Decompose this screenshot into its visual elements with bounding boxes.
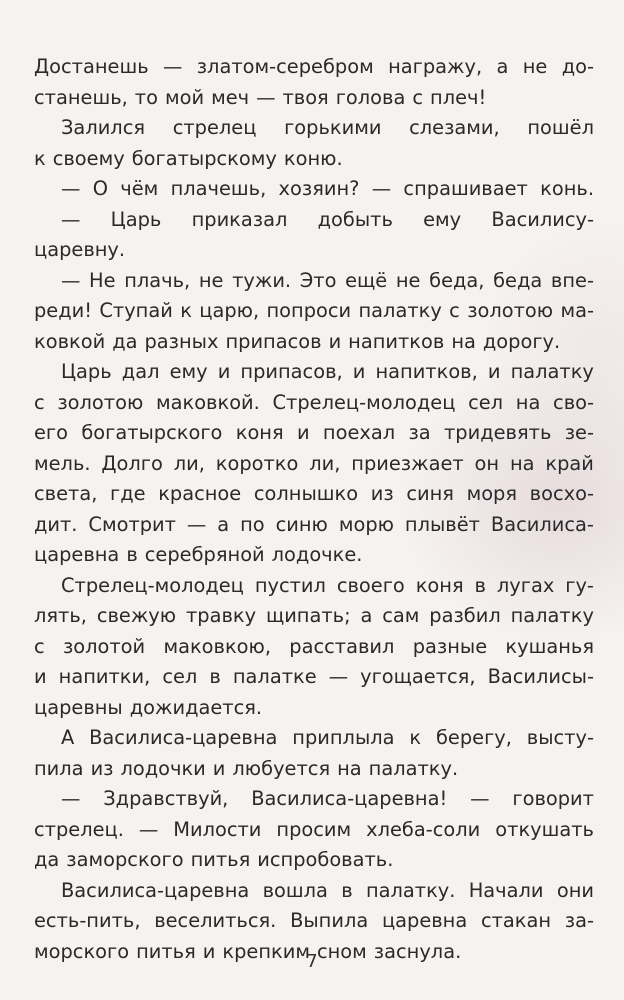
- word: беда,: [429, 268, 485, 292]
- word: он: [474, 451, 500, 475]
- word: золотой: [62, 634, 146, 658]
- word: лодочки: [120, 756, 206, 780]
- word: к: [409, 726, 422, 749]
- word: —: [61, 268, 81, 292]
- word: Залился: [61, 116, 146, 139]
- word: разные: [412, 634, 488, 658]
- word: Стрелец-молодец: [272, 390, 456, 414]
- word: богатырскому: [131, 146, 277, 170]
- word: не: [522, 55, 548, 78]
- word: попроси: [266, 299, 352, 322]
- word: коня: [415, 573, 464, 597]
- text-line: [34, 235, 594, 266]
- word: палатку: [510, 360, 594, 383]
- word: расставил: [289, 634, 395, 658]
- word: А: [61, 726, 75, 749]
- word: палатке: [232, 665, 317, 688]
- word: коню.: [283, 146, 343, 170]
- word: —: [371, 177, 392, 200]
- word: —: [256, 85, 276, 109]
- word: а: [360, 604, 373, 627]
- word: Это: [299, 268, 337, 292]
- word: реди!: [34, 299, 93, 322]
- word: золотою: [57, 390, 144, 414]
- word: плеч!: [430, 85, 487, 109]
- text-line: [34, 784, 594, 815]
- word: плывёт: [404, 512, 480, 536]
- word: откушать: [495, 817, 594, 841]
- word: гу-: [565, 573, 594, 597]
- word: свежую: [96, 604, 177, 627]
- word: царевна: [34, 543, 120, 566]
- word: тридевять: [444, 421, 552, 444]
- word: просим: [276, 817, 352, 841]
- word: хозяин?: [278, 177, 360, 200]
- word: где: [110, 482, 146, 505]
- word: станешь,: [34, 85, 128, 109]
- word: награжу,: [388, 55, 483, 78]
- word: ли,: [309, 451, 341, 475]
- word: добыть: [317, 207, 393, 231]
- text-line: [34, 479, 594, 510]
- word: дит.: [34, 512, 78, 536]
- text-line: [34, 52, 594, 83]
- word: моря: [466, 482, 518, 505]
- word: Начали: [468, 878, 544, 902]
- word: напитков,: [375, 360, 478, 383]
- word: впе-: [550, 268, 594, 292]
- word: синя: [406, 482, 454, 505]
- word: палатку: [510, 604, 594, 627]
- word: до-: [561, 55, 594, 78]
- text-line: [34, 83, 594, 114]
- word: не: [395, 268, 421, 292]
- word: Василиса-царевна: [89, 726, 278, 749]
- word: его: [34, 421, 68, 444]
- word: приезжает: [351, 451, 464, 475]
- word: морю: [338, 512, 394, 536]
- word: голова: [335, 85, 406, 109]
- word: Василиса-: [490, 512, 594, 536]
- word: угощается,: [360, 665, 476, 688]
- page-number: 7: [306, 951, 318, 972]
- word: с: [34, 634, 45, 658]
- word: сел: [468, 390, 504, 414]
- word: в: [209, 665, 221, 688]
- word: ма-: [560, 299, 594, 322]
- word: зе-: [564, 421, 594, 444]
- word: лодочке.: [271, 543, 363, 566]
- word: —: [61, 177, 81, 200]
- text-line: [34, 693, 594, 724]
- text-line: [34, 723, 594, 754]
- word: высту-: [526, 726, 594, 749]
- word: вошла: [262, 878, 328, 902]
- text-line: [34, 754, 594, 785]
- word: на: [515, 390, 541, 414]
- word: заснула.: [373, 939, 462, 963]
- word: чём: [120, 177, 159, 200]
- word: —: [186, 512, 207, 536]
- text-line: [34, 540, 594, 571]
- word: лять,: [34, 604, 87, 627]
- word: —: [470, 787, 490, 810]
- word: Царь: [110, 207, 162, 231]
- word: богатырского: [81, 421, 223, 444]
- word: край: [545, 451, 594, 475]
- word: пила: [34, 756, 84, 780]
- text-line: [34, 601, 594, 632]
- word: коня: [235, 421, 284, 444]
- word: мель.: [34, 451, 91, 475]
- word: говорит: [512, 787, 594, 810]
- word: не: [198, 268, 224, 292]
- word: меч: [211, 85, 250, 109]
- word: красное: [158, 482, 242, 505]
- word: сном: [316, 939, 367, 963]
- word: Стрелец-молодец: [61, 573, 244, 597]
- word: горькими: [284, 116, 382, 139]
- word: Достанешь: [34, 55, 149, 78]
- word: конь.: [540, 177, 594, 200]
- text-line: [34, 662, 594, 693]
- word: к: [34, 146, 46, 170]
- word: приказал: [191, 207, 288, 231]
- word: питья: [136, 939, 196, 963]
- word: царевну.: [34, 238, 126, 261]
- text-line: [34, 205, 594, 236]
- word: —: [138, 817, 159, 841]
- word: тужи.: [232, 268, 292, 292]
- text-line: [34, 113, 594, 144]
- word: щипать;: [265, 604, 351, 627]
- word: ещё: [345, 268, 388, 292]
- word: к: [180, 299, 192, 322]
- text-line: [34, 906, 594, 937]
- word: дал: [121, 360, 160, 383]
- word: сво-: [553, 390, 594, 414]
- text-line: [34, 266, 594, 297]
- word: и: [487, 360, 501, 383]
- word: плачешь,: [170, 177, 267, 200]
- word: в: [474, 573, 486, 597]
- body-text: [34, 52, 594, 967]
- word: палатку: [358, 299, 442, 322]
- word: стакан: [480, 909, 552, 932]
- word: Василисы-: [487, 665, 594, 688]
- word: любуется: [232, 756, 331, 780]
- word: по: [240, 512, 265, 536]
- text-line: [34, 571, 594, 602]
- word: своего: [336, 573, 405, 597]
- word: коротко: [215, 451, 299, 475]
- word: беда: [493, 268, 543, 292]
- word: своему: [52, 146, 125, 170]
- text-line: [34, 845, 594, 876]
- word: мой: [164, 85, 205, 109]
- word: света,: [34, 482, 98, 505]
- word: синю: [275, 512, 328, 536]
- word: хлеба-соли: [366, 817, 481, 841]
- word: стрелец.: [34, 817, 124, 841]
- word: да: [112, 329, 138, 353]
- word: в: [126, 543, 138, 566]
- word: на: [509, 451, 535, 475]
- word: питья: [190, 848, 251, 871]
- word: напитков: [348, 329, 445, 353]
- word: а: [496, 55, 509, 78]
- word: плачь,: [124, 268, 191, 292]
- word: и: [217, 360, 231, 383]
- text-line: [34, 876, 594, 907]
- word: Ступай: [99, 299, 173, 322]
- word: стрелец: [172, 116, 257, 139]
- word: палатку.: [365, 878, 456, 902]
- word: Милости: [173, 817, 262, 841]
- word: за: [408, 421, 431, 444]
- word: царевна: [381, 909, 468, 932]
- word: поехал: [322, 421, 396, 444]
- word: ему: [169, 360, 208, 383]
- word: ковкой: [34, 329, 106, 353]
- word: Царь: [61, 360, 112, 383]
- word: сел: [162, 665, 198, 688]
- word: и: [202, 939, 216, 963]
- word: Не: [89, 268, 116, 292]
- word: Долго: [101, 451, 163, 475]
- word: и: [352, 360, 366, 383]
- word: —: [61, 787, 81, 810]
- word: сам: [382, 604, 420, 627]
- word: морского: [34, 939, 130, 963]
- word: О: [92, 177, 108, 200]
- word: ему: [423, 207, 462, 231]
- word: припасов: [225, 329, 322, 353]
- word: и: [296, 421, 310, 444]
- text-line: [34, 510, 594, 541]
- word: крепким: [222, 939, 310, 963]
- word: царю,: [199, 299, 260, 322]
- word: с: [412, 85, 424, 109]
- word: —: [163, 55, 183, 78]
- word: за-: [564, 909, 594, 932]
- word: пошёл: [527, 116, 594, 139]
- word: —: [328, 665, 349, 688]
- text-line: [34, 449, 594, 480]
- text-line: [34, 174, 594, 205]
- word: серебряной: [144, 543, 265, 566]
- word: спрашивает: [403, 177, 528, 200]
- word: разных: [144, 329, 219, 353]
- word: солнышко: [253, 482, 359, 505]
- text-line: [34, 296, 594, 327]
- word: да: [34, 848, 60, 871]
- word: Выпила: [290, 909, 369, 932]
- word: на: [451, 329, 476, 353]
- word: Здравствуй,: [103, 787, 229, 810]
- word: слезами,: [409, 116, 500, 139]
- word: на: [337, 756, 362, 780]
- word: кушанья: [505, 634, 594, 658]
- word: берегу,: [435, 726, 512, 749]
- word: приплыла: [292, 726, 395, 749]
- word: пустил: [254, 573, 326, 597]
- word: Василиса-царевна: [61, 878, 250, 902]
- word: ли,: [173, 451, 205, 475]
- word: Смотрит: [88, 512, 176, 536]
- text-line: [34, 357, 594, 388]
- word: с: [449, 299, 460, 322]
- text-line: [34, 388, 594, 419]
- word: они: [556, 878, 594, 902]
- text-line: [34, 327, 594, 358]
- word: заморского: [66, 848, 184, 871]
- word: дожидается.: [129, 695, 263, 719]
- word: дорогу.: [482, 329, 561, 353]
- word: Василису-: [491, 207, 594, 231]
- word: из: [90, 756, 114, 780]
- word: лугах: [496, 573, 555, 597]
- text-line: [34, 144, 594, 175]
- word: —: [61, 207, 81, 231]
- text-line: [34, 815, 594, 846]
- word: маковкою,: [163, 634, 272, 658]
- word: есть-пить,: [34, 909, 141, 932]
- word: и: [328, 329, 342, 353]
- word: и: [34, 665, 47, 688]
- word: припасов,: [240, 360, 343, 383]
- word: то: [134, 85, 158, 109]
- text-line: [34, 632, 594, 663]
- word: травку: [185, 604, 257, 627]
- word: а: [217, 512, 230, 536]
- text-line: [34, 418, 594, 449]
- word: царевны: [34, 695, 123, 719]
- word: испробовать.: [257, 848, 394, 871]
- word: разбил: [429, 604, 501, 627]
- word: из: [370, 482, 394, 505]
- word: веселиться.: [154, 909, 277, 932]
- word: палатку.: [368, 756, 459, 780]
- word: златом-серебром: [196, 55, 374, 78]
- word: маковкой.: [155, 390, 260, 414]
- word: с: [34, 390, 45, 414]
- word: напитки,: [58, 665, 151, 688]
- word: и: [212, 756, 226, 780]
- word: Василиса-царевна!: [251, 787, 448, 810]
- word: твоя: [282, 85, 329, 109]
- word: в: [341, 878, 353, 902]
- word: золотою: [467, 299, 554, 322]
- word: восхо-: [529, 482, 594, 505]
